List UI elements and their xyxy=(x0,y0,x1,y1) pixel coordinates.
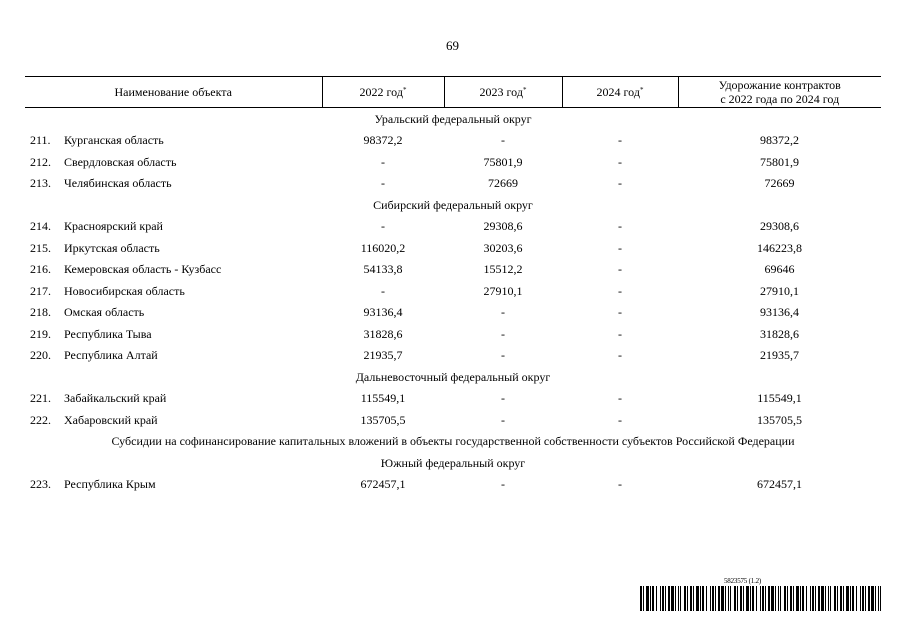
table-header-row xyxy=(25,77,881,108)
row-name: Республика Алтай xyxy=(64,348,158,363)
row-number: 223. xyxy=(30,477,51,492)
row-name: Челябинская область xyxy=(64,176,172,191)
row-increase: 69646 xyxy=(764,262,795,277)
row-number: 213. xyxy=(30,176,51,191)
table-row xyxy=(25,259,881,281)
header-name: Наименование объекта xyxy=(25,77,322,108)
row-increase: 672457,1 xyxy=(757,477,802,492)
row-2024: - xyxy=(618,154,622,169)
row-2023: - xyxy=(501,412,505,427)
row-2023: - xyxy=(501,348,505,363)
row-name: Красноярский край xyxy=(64,219,163,234)
table-row xyxy=(25,345,881,367)
row-2022: 115549,1 xyxy=(360,391,406,406)
row-number: 217. xyxy=(30,283,51,298)
row-2024: - xyxy=(618,305,622,320)
row-2022: 116020,2 xyxy=(360,240,406,255)
row-2022: 31828,6 xyxy=(363,326,403,341)
row-increase: 29308,6 xyxy=(760,219,799,234)
section-heading: Южный федеральный округ xyxy=(380,455,526,470)
row-number: 214. xyxy=(30,219,51,234)
row-name: Республика Крым xyxy=(64,477,156,492)
row-name: Кемеровская область - Кузбасс xyxy=(64,262,222,277)
row-number: 212. xyxy=(30,154,51,169)
row-2023: 29308,6 xyxy=(483,219,523,234)
row-2024: - xyxy=(618,240,622,255)
header-increase: Удорожание контрактов с 2022 года по 2024 год xyxy=(678,77,881,108)
page-number: 69 xyxy=(446,38,459,53)
row-2022: 93136,4 xyxy=(363,305,403,320)
row-number: 218. xyxy=(30,305,51,320)
row-2022: - xyxy=(381,283,385,298)
row-name: Хабаровский край xyxy=(64,412,158,427)
row-2024: - xyxy=(618,412,622,427)
row-2023: - xyxy=(501,305,505,320)
row-2024: - xyxy=(618,348,622,363)
row-2024: - xyxy=(618,176,622,191)
row-2022: 21935,7 xyxy=(363,348,403,363)
row-increase: 31828,6 xyxy=(760,326,799,341)
table-row xyxy=(25,474,881,496)
header-2022: 2022 год* xyxy=(322,77,444,108)
row-increase: 146223,8 xyxy=(757,240,802,255)
header-2023: 2023 год* xyxy=(444,77,562,108)
table-row xyxy=(25,130,881,152)
row-2023: 72669 xyxy=(488,176,518,191)
row-2023: - xyxy=(501,391,505,406)
row-2022: - xyxy=(381,154,385,169)
row-number: 215. xyxy=(30,240,51,255)
row-number: 219. xyxy=(30,326,51,341)
barcode xyxy=(640,586,883,611)
row-2024: - xyxy=(618,133,622,148)
row-2024: - xyxy=(618,326,622,341)
table-row xyxy=(25,409,881,431)
row-2024: - xyxy=(618,391,622,406)
section-heading: Уральский федеральный округ xyxy=(374,111,532,126)
row-name: Забайкальский край xyxy=(64,391,167,406)
table-row xyxy=(25,302,881,324)
row-increase: 75801,9 xyxy=(760,154,799,169)
row-2022: - xyxy=(381,219,385,234)
row-2023: 75801,9 xyxy=(483,154,523,169)
row-number: 211. xyxy=(30,133,51,148)
row-2023: 30203,6 xyxy=(483,240,523,255)
row-2024: - xyxy=(618,219,622,234)
table-row xyxy=(25,151,881,173)
row-increase: 21935,7 xyxy=(760,348,799,363)
row-increase: 135705,5 xyxy=(757,412,802,427)
table-row xyxy=(25,388,881,410)
row-increase: 115549,1 xyxy=(757,391,802,406)
row-number: 220. xyxy=(30,348,51,363)
table-row xyxy=(25,173,881,195)
subsidy-heading: Субсидии на софинансирование капитальных вложений в объекты государственной собственности субъектов Российской Федерации xyxy=(111,434,795,449)
table-row xyxy=(25,237,881,259)
row-increase: 93136,4 xyxy=(760,305,799,320)
row-name: Иркутская область xyxy=(64,240,160,255)
row-number: 216. xyxy=(30,262,51,277)
row-2023: 27910,1 xyxy=(483,283,523,298)
row-2023: - xyxy=(501,133,505,148)
row-name: Новосибирская область xyxy=(64,283,185,298)
table-row xyxy=(25,216,881,238)
row-2024: - xyxy=(618,262,622,277)
row-name: Свердловская область xyxy=(64,154,177,169)
header-2024: 2024 год* xyxy=(562,77,678,108)
row-name: Курганская область xyxy=(64,133,164,148)
row-2022: 135705,5 xyxy=(360,412,406,427)
row-number: 221. xyxy=(30,391,51,406)
row-name: Омская область xyxy=(64,305,145,320)
row-2022: 672457,1 xyxy=(360,477,406,492)
section-heading: Сибирский федеральный округ xyxy=(373,197,533,212)
row-2024: - xyxy=(618,477,622,492)
table-row xyxy=(25,280,881,302)
row-increase: 27910,1 xyxy=(760,283,799,298)
row-2024: - xyxy=(618,283,622,298)
row-2023: - xyxy=(501,326,505,341)
data-table xyxy=(25,76,881,495)
row-increase: 72669 xyxy=(764,176,795,191)
row-name: Республика Тыва xyxy=(64,326,152,341)
row-2022: 98372,2 xyxy=(363,133,403,148)
table-row xyxy=(25,323,881,345)
row-2023: - xyxy=(501,477,505,492)
row-increase: 98372,2 xyxy=(760,133,799,148)
row-number: 222. xyxy=(30,412,51,427)
row-2022: 54133,8 xyxy=(363,262,403,277)
barcode-label: 5823575 (1.2) xyxy=(724,577,762,585)
section-heading: Дальневосточный федеральный округ xyxy=(355,369,551,384)
row-2023: 15512,2 xyxy=(483,262,523,277)
row-2022: - xyxy=(381,176,385,191)
